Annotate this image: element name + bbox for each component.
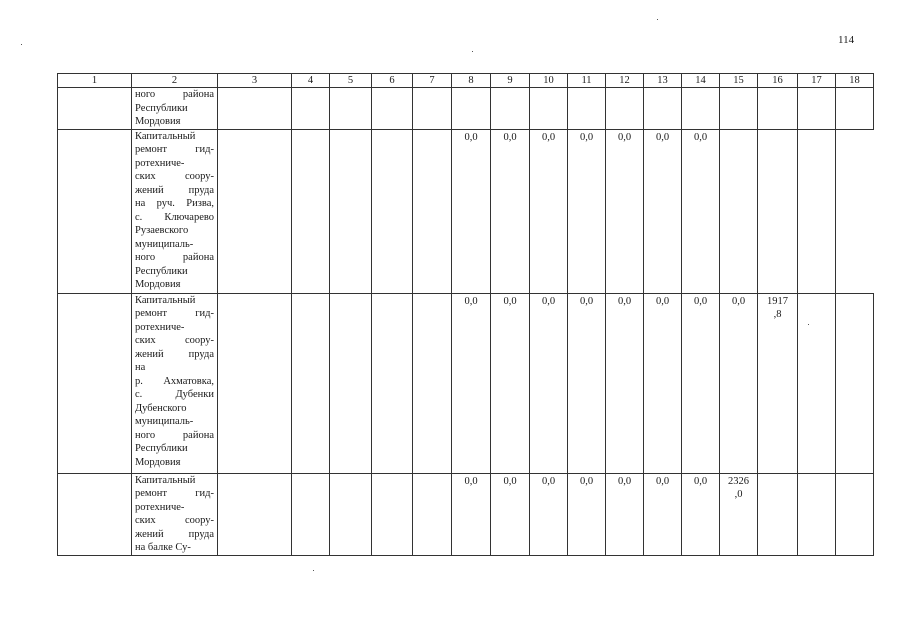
value-cell xyxy=(758,473,798,555)
row-number-cell xyxy=(58,88,132,130)
object-name-line: Капитальный xyxy=(135,474,196,486)
column-header-16: 16 xyxy=(758,74,798,88)
header-row xyxy=(58,74,874,88)
value-cell xyxy=(836,473,874,555)
value-cell xyxy=(372,293,413,473)
value-cell xyxy=(413,293,452,473)
value-cell: 0,0 xyxy=(606,129,644,293)
value-cell xyxy=(372,88,413,130)
value-cell xyxy=(372,473,413,555)
object-name-line: Республики xyxy=(135,102,188,114)
table-row xyxy=(58,129,874,293)
table-row xyxy=(58,473,874,555)
column-header-14: 14 xyxy=(682,74,720,88)
value-cell xyxy=(330,473,372,555)
object-name-line: Дубенского xyxy=(135,402,187,414)
value-cell xyxy=(530,88,568,130)
object-name-line: на руч. Ризва, xyxy=(135,198,214,209)
value-cell xyxy=(798,473,836,555)
object-name-cell xyxy=(132,473,218,555)
column-header-5: 5 xyxy=(330,74,372,88)
object-name-line: ного района xyxy=(135,429,214,441)
value-cell xyxy=(606,88,644,130)
object-name-line: ротехниче- xyxy=(135,501,185,513)
scan-speck xyxy=(808,324,809,325)
value-cell xyxy=(330,293,372,473)
scan-speck xyxy=(472,51,473,52)
value-cell: 0,0 xyxy=(530,129,568,293)
value-cell xyxy=(218,88,292,130)
object-name-cell xyxy=(132,88,218,130)
data-table xyxy=(57,73,874,556)
object-name-line: Капитальный xyxy=(135,294,196,306)
object-name-line: жений пруда xyxy=(135,348,214,360)
value-cell xyxy=(292,473,330,555)
value-cell: 0,0 xyxy=(568,129,606,293)
column-header-2: 2 xyxy=(132,74,218,88)
column-header-15: 15 xyxy=(720,74,758,88)
column-header-13: 13 xyxy=(644,74,682,88)
object-name-line: с. Ключарево xyxy=(135,211,214,223)
object-name-line: ремонт гид- xyxy=(135,308,214,319)
value-cell: 0,0 xyxy=(644,473,682,555)
object-name-line: ного района xyxy=(135,252,214,263)
object-name-line: ских соору- xyxy=(135,515,214,526)
column-header-1: 1 xyxy=(58,74,132,88)
scan-speck xyxy=(21,44,22,45)
value-cell: 0,0 xyxy=(491,293,530,473)
object-name-line: ротехниче- xyxy=(135,321,185,333)
value-cell xyxy=(330,129,372,293)
value-cell xyxy=(836,293,874,473)
value-cell xyxy=(292,129,330,293)
value-cell xyxy=(798,88,836,130)
value-cell: 0,0 xyxy=(452,129,491,293)
value-cell: 0,0 xyxy=(644,293,682,473)
value-cell xyxy=(218,129,292,293)
value-cell: 1917 ,8 xyxy=(758,293,798,473)
object-name-line: жений пруда xyxy=(135,184,214,196)
column-header-3: 3 xyxy=(218,74,292,88)
scan-speck xyxy=(313,570,314,571)
object-name-line: жений пруда xyxy=(135,528,214,540)
object-name-cell xyxy=(132,293,218,473)
scan-speck xyxy=(657,19,658,20)
object-name-line: ремонт гид- xyxy=(135,488,214,499)
value-cell: 0,0 xyxy=(568,293,606,473)
object-name-line: муниципаль- xyxy=(135,416,194,427)
value-cell: 0,0 xyxy=(682,293,720,473)
value-cell xyxy=(413,88,452,130)
column-header-10: 10 xyxy=(530,74,568,88)
value-cell xyxy=(720,88,758,130)
value-cell xyxy=(292,88,330,130)
row-number-cell xyxy=(58,473,132,555)
object-name-line: Республики xyxy=(135,265,188,277)
object-name-line: на xyxy=(135,362,146,373)
value-cell xyxy=(758,129,798,293)
value-cell: 0,0 xyxy=(568,473,606,555)
object-name-line: Мордовия xyxy=(135,116,181,127)
object-name-cell xyxy=(132,129,218,293)
value-cell: 0,0 xyxy=(530,293,568,473)
object-name-line: Мордовия xyxy=(135,456,181,468)
value-cell: 0,0 xyxy=(452,473,491,555)
value-cell xyxy=(372,129,413,293)
value-cell: 0,0 xyxy=(720,293,758,473)
object-name-line: ного района xyxy=(135,89,214,100)
row-number-cell xyxy=(58,129,132,293)
object-name-line: с. Дубенки xyxy=(135,389,214,400)
object-name-line: Мордовия xyxy=(135,279,181,290)
value-cell: 0,0 xyxy=(606,293,644,473)
object-name-line: Капитальный xyxy=(135,130,196,142)
value-cell xyxy=(798,293,836,473)
value-cell xyxy=(644,88,682,130)
column-header-6: 6 xyxy=(372,74,413,88)
value-cell xyxy=(720,129,758,293)
value-cell: 0,0 xyxy=(682,129,720,293)
value-cell: 0,0 xyxy=(452,293,491,473)
value-cell: 0,0 xyxy=(530,473,568,555)
object-name-line: Рузаевского xyxy=(135,225,189,236)
value-cell xyxy=(218,293,292,473)
row-number-cell xyxy=(58,293,132,473)
object-name-line: ских соору- xyxy=(135,171,214,182)
value-cell: 0,0 xyxy=(491,129,530,293)
value-cell: 0,0 xyxy=(606,473,644,555)
column-header-12: 12 xyxy=(606,74,644,88)
table-row xyxy=(58,88,874,130)
column-header-18: 18 xyxy=(836,74,874,88)
column-header-8: 8 xyxy=(452,74,491,88)
value-cell: 0,0 xyxy=(491,473,530,555)
value-cell xyxy=(568,88,606,130)
value-cell xyxy=(292,293,330,473)
object-name-line: ских соору- xyxy=(135,335,214,346)
value-cell xyxy=(491,88,530,130)
value-cell xyxy=(452,88,491,130)
object-name-line: р. Ахматовка, xyxy=(135,375,214,387)
value-cell xyxy=(218,473,292,555)
value-cell xyxy=(836,88,874,130)
column-header-17: 17 xyxy=(798,74,836,88)
column-header-4: 4 xyxy=(292,74,330,88)
value-cell: 0,0 xyxy=(644,129,682,293)
column-header-9: 9 xyxy=(491,74,530,88)
value-cell xyxy=(682,88,720,130)
value-cell xyxy=(330,88,372,130)
value-cell xyxy=(413,473,452,555)
object-name-line: муниципаль- xyxy=(135,238,194,250)
column-header-7: 7 xyxy=(413,74,452,88)
object-name-line: на балке Су- xyxy=(135,542,191,553)
table-row xyxy=(58,293,874,473)
page-number: 114 xyxy=(838,34,855,46)
value-cell xyxy=(758,88,798,130)
value-cell: 2326 ,0 xyxy=(720,473,758,555)
object-name-line: ротехниче- xyxy=(135,157,185,169)
value-cell: 0,0 xyxy=(682,473,720,555)
object-name-line: ремонт гид- xyxy=(135,144,214,155)
value-cell xyxy=(798,129,836,293)
object-name-line: Республики xyxy=(135,443,188,454)
value-cell xyxy=(413,129,452,293)
column-header-11: 11 xyxy=(568,74,606,88)
